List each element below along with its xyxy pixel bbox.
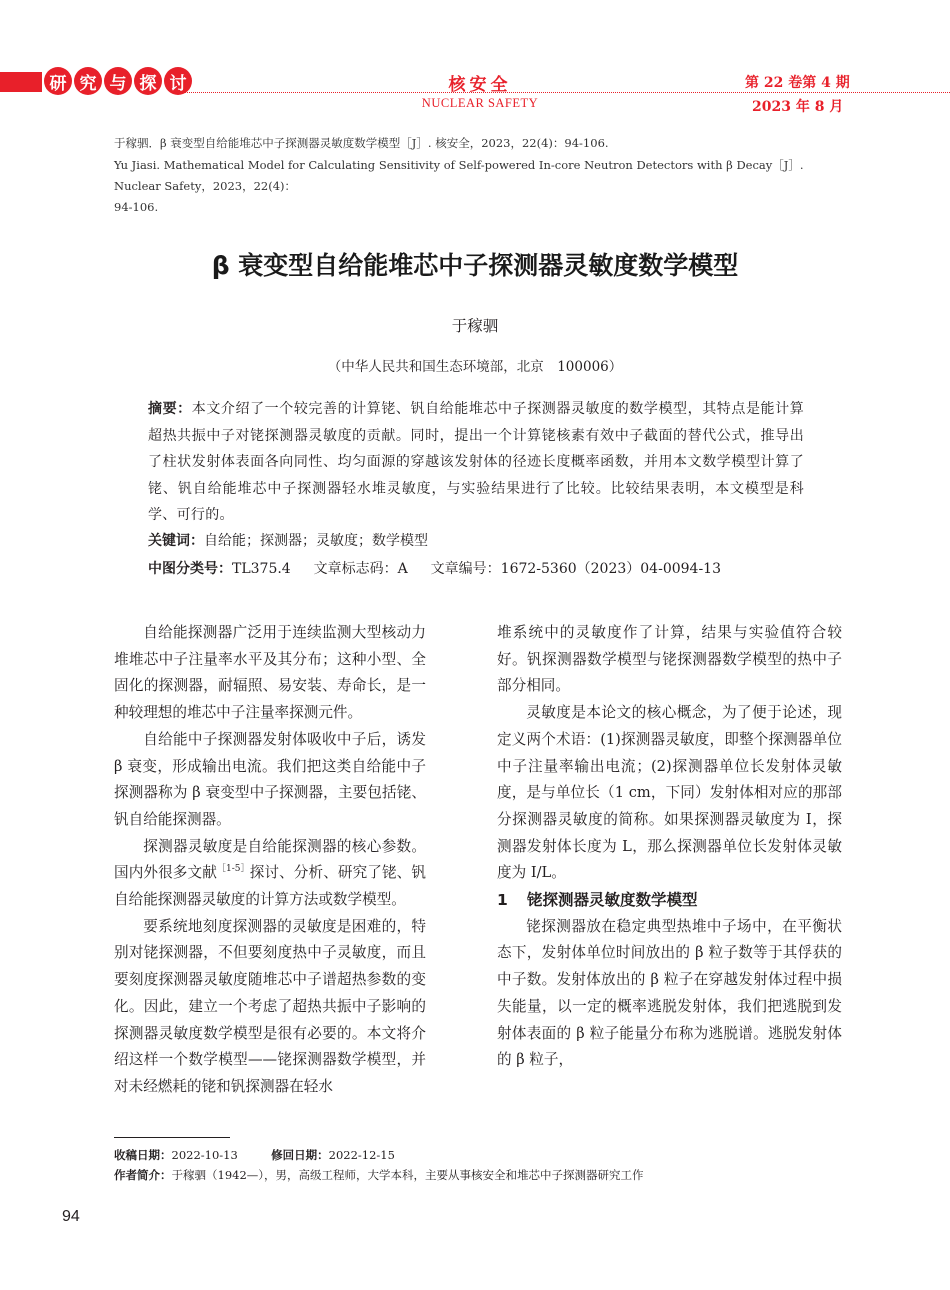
article-no-label: 文章编号： — [430, 561, 501, 577]
abstract — [148, 396, 804, 529]
abstract-text: 本文介绍了一个较完善的计算铑、钒自给能堆芯中子探测器灵敏度的数学模型，其特点是能计算超热共振中子对铑探测器灵敏度的贡献。同时，提出一个计算铑核素有效中子截面的替代公式，推导出了柱状发射体表面各向同性、均匀面源的穿越该发射体的径迹长度概率函数，并用本文数学模型计算了铑、钒自给能堆芯中子探测器轻水堆灵敏度，与实验结果进行了比较。比较结果表明，本文模型是科学、可行的。 — [148, 401, 804, 523]
abstract-label: 摘要： — [148, 401, 192, 417]
footnote-rule — [114, 1137, 230, 1138]
received-label: 收稿日期： — [114, 1148, 172, 1162]
header-dotted-rule — [180, 92, 950, 93]
body-paragraph: 要系统地刻度探测器的灵敏度是困难的，特别对铑探测器，不但要刻度热中子灵敏度，而且要刻度探测器灵敏度随堆芯中子谱超热参数的变化。因此，建立一个考虑了超热共振中子影响的探测器灵敏度数学模型是很有必要的。本文将介绍这样一个数学模型——铑探测器数学模型，并对未经燃耗的铑和钒探测器在轻水 — [114, 917, 426, 1095]
journal-name-cn: 核安全 — [448, 75, 512, 95]
reference-marker[interactable]: ［1-5］ — [216, 864, 250, 875]
received-date: 2022-10-13 — [171, 1148, 238, 1162]
journal-name-en: NUCLEAR SAFETY — [421, 96, 539, 110]
keywords-text: 自给能；探测器；灵敏度；数学模型 — [204, 533, 428, 549]
citation-cn: 于稼驷．β 衰变型自给能堆芯中子探测器灵敏度数学模型［J］. 核安全，2023，22(4)：94-106. — [114, 136, 609, 150]
author-affiliation: （中华人民共和国生态环境部，北京 100006） — [327, 359, 623, 375]
badge-char: 研 — [44, 67, 72, 95]
body-paragraph — [114, 834, 426, 914]
revised-label: 修回日期： — [271, 1148, 329, 1162]
body-right-column — [497, 620, 842, 1074]
clc-label: 中图分类号： — [148, 561, 232, 577]
paragraph-text: 探讨、分析、研究了铑、钒自给能探测器灵敏度的计算方法或数学模型。 — [114, 864, 426, 909]
revised-date: 2022-12-15 — [328, 1148, 395, 1162]
doc-code-label: 文章标志码： — [313, 561, 398, 577]
section-title: 铑探测器灵敏度数学模型 — [527, 891, 698, 910]
badge-char: 探 — [134, 67, 162, 95]
footnote-author — [114, 1166, 644, 1184]
article-no-value: 1672-5360（2023）04-0094-13 — [500, 561, 721, 577]
volume-issue: 第 22 卷第 4 期 — [745, 75, 850, 91]
footnote-dates — [114, 1146, 395, 1164]
badge-char: 与 — [104, 67, 132, 95]
section-heading — [497, 887, 842, 914]
body-paragraph: 自给能探测器广泛用于连续监测大型核动力堆堆芯中子注量率水平及其分布；这种小型、全固化的探测器，耐辐照、易安装、寿命长，是一种较理想的堆芯中子注量率探测元件。 — [114, 624, 426, 722]
paper-title: β 衰变型自给能堆芯中子探测器灵敏度数学模型 — [211, 251, 739, 280]
keywords-label: 关键词： — [148, 533, 204, 549]
clc-value: TL375.4 — [232, 561, 291, 577]
body-left-column — [114, 620, 426, 1101]
classification-line — [148, 558, 721, 578]
paragraph-text: 探测器灵敏度是自给能探测器的核心参数。国内外很多文献 — [114, 837, 426, 882]
paper-author: 于稼驷 — [451, 317, 499, 335]
header-red-bar — [0, 72, 42, 92]
badge-char: 讨 — [164, 67, 192, 95]
body-paragraph: 铑探测器放在稳定典型热堆中子场中，在平衡状态下，发射体单位时间放出的 β 粒子数等于其俘获的中子数。发射体放出的 β 粒子在穿越发射体过程中损失能量，以一定的概率逃脱发射体，我们把逃脱到发射体表面的 β 粒子能量分布称为逃脱谱。逃脱发射体的 β 粒子， — [497, 917, 842, 1069]
section-number: 1 — [497, 891, 508, 910]
page-number: 94 — [62, 1208, 80, 1225]
doc-code-value: A — [397, 561, 408, 577]
author-bio-label: 作者简介： — [114, 1168, 172, 1182]
issue-date: 2023 年 8 月 — [752, 99, 844, 115]
citation-en-line1: Yu Jiasi. Mathematical Model for Calculating Sensitivity of Self-powered In-core Neutron Detectors with β Decay［J］. Nuclear Safety，2023，22(4)： — [114, 158, 804, 193]
keywords — [148, 530, 428, 550]
section-badges — [44, 67, 192, 95]
citation-en-line2: 94-106. — [114, 200, 159, 214]
citation-en — [114, 155, 844, 218]
badge-char: 究 — [74, 67, 102, 95]
body-paragraph: 自给能中子探测器发射体吸收中子后，诱发 β 衰变，形成输出电流。我们把这类自给能中子探测器称为 β 衰变型中子探测器，主要包括铑、钒自给能探测器。 — [114, 730, 426, 828]
body-paragraph: 堆系统中的灵敏度作了计算，结果与实验值符合较好。钒探测器数学模型与铑探测器数学模型的热中子部分相同。 — [497, 624, 842, 695]
author-bio: 于稼驷（1942—），男，高级工程师，大学本科，主要从事核安全和堆芯中子探测器研究工作 — [171, 1168, 644, 1182]
body-paragraph: 灵敏度是本论文的核心概念，为了便于论述，现定义两个术语：(1)探测器灵敏度，即整个探测器单位中子注量率输出电流；(2)探测器单位长发射体灵敏度，是与单位长（1 cm，下同）发射体相对应的那部分探测器灵敏度的简称。如果探测器灵敏度为 I，探测器发射体长度为 L，那么探测器单位长发射体灵敏度为 I/L。 — [497, 704, 842, 882]
